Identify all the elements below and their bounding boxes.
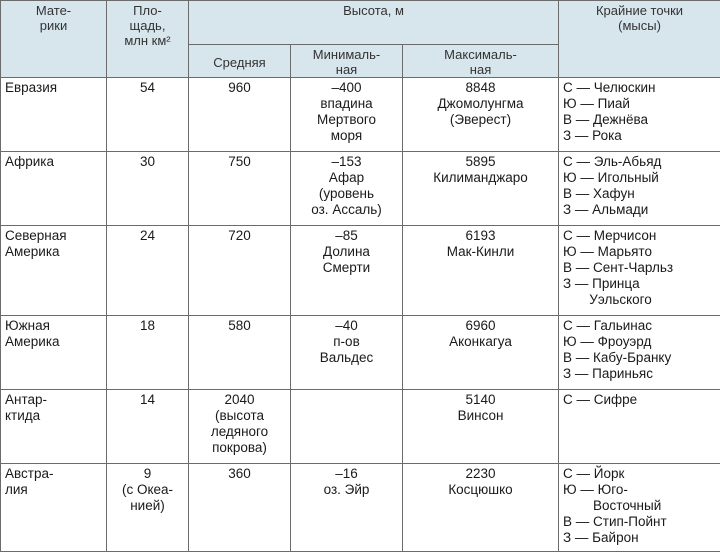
cell-max-height: 8848 Джомолунгма (Эверест)	[403, 78, 559, 152]
header-area: Пло- щадь, млн км²	[107, 1, 189, 78]
cell-avg-height: 2040 (высота ледяного покрова)	[189, 390, 291, 464]
cell-continent: Африка	[1, 152, 107, 226]
header-height-group: Высота, м	[189, 1, 559, 45]
cell-extreme-points: С — Йорк Ю — Юго- Восточный В — Стип-Пойнт З — Байрон	[559, 464, 720, 552]
header-height-avg: Средняя	[189, 45, 291, 78]
cell-area: 18	[107, 316, 189, 390]
cell-extreme-points: С — Челюскин Ю — Пиай В — Дежнёва З — Рока	[559, 78, 720, 152]
cell-min-height: –153 Афар (уровень оз. Ассаль)	[291, 152, 403, 226]
cell-area: 14	[107, 390, 189, 464]
cell-min-height: –40 п-ов Вальдес	[291, 316, 403, 390]
cell-extreme-points: С — Мерчисон Ю — Марьято В — Сент-Чарльз З — Принца Уэльского	[559, 226, 720, 316]
cell-avg-height: 960	[189, 78, 291, 152]
cell-avg-height: 580	[189, 316, 291, 390]
table-header	[1, 1, 720, 78]
cell-continent: Евразия	[1, 78, 107, 152]
cell-avg-height: 360	[189, 464, 291, 552]
cell-continent: Антар- ктида	[1, 390, 107, 464]
header-continent: Мате- рики	[1, 1, 107, 78]
cell-continent: Южная Америка	[1, 316, 107, 390]
cell-max-height: 6193 Мак-Кинли	[403, 226, 559, 316]
cell-area: 24	[107, 226, 189, 316]
table-row-australia	[1, 464, 720, 552]
cell-max-height: 5895 Килиманджаро	[403, 152, 559, 226]
cell-continent: Северная Америка	[1, 226, 107, 316]
table-row-north-america	[1, 226, 720, 316]
header-extreme-points: Крайние точки (мысы)	[559, 1, 720, 78]
cell-max-height: 5140 Винсон	[403, 390, 559, 464]
cell-avg-height: 750	[189, 152, 291, 226]
header-height-min: Минималь- ная	[291, 45, 403, 78]
table-row-antarctica	[1, 390, 720, 464]
cell-area: 54	[107, 78, 189, 152]
cell-max-height: 2230 Косцюшко	[403, 464, 559, 552]
cell-avg-height: 720	[189, 226, 291, 316]
cell-max-height: 6960 Аконкагуа	[403, 316, 559, 390]
cell-min-height: –400 впадина Мертвого моря	[291, 78, 403, 152]
cell-min-height: –16 оз. Эйр	[291, 464, 403, 552]
header-height-max: Максималь- ная	[403, 45, 559, 78]
cell-extreme-points: С — Сифре	[559, 390, 720, 464]
table-row-eurasia	[1, 78, 720, 152]
table-row-africa	[1, 152, 720, 226]
cell-min-height: –85 Долина Смерти	[291, 226, 403, 316]
cell-extreme-points: С — Эль-Абьяд Ю — Игольный В — Хафун З — Альмади	[559, 152, 720, 226]
cell-min-height	[291, 390, 403, 464]
cell-extreme-points: С — Гальинас Ю — Фроуэрд В — Кабу-Бранку З — Париньяс	[559, 316, 720, 390]
cell-area: 9 (с Океа- нией)	[107, 464, 189, 552]
table-row-south-america	[1, 316, 720, 390]
cell-area: 30	[107, 152, 189, 226]
cell-continent: Австра- лия	[1, 464, 107, 552]
